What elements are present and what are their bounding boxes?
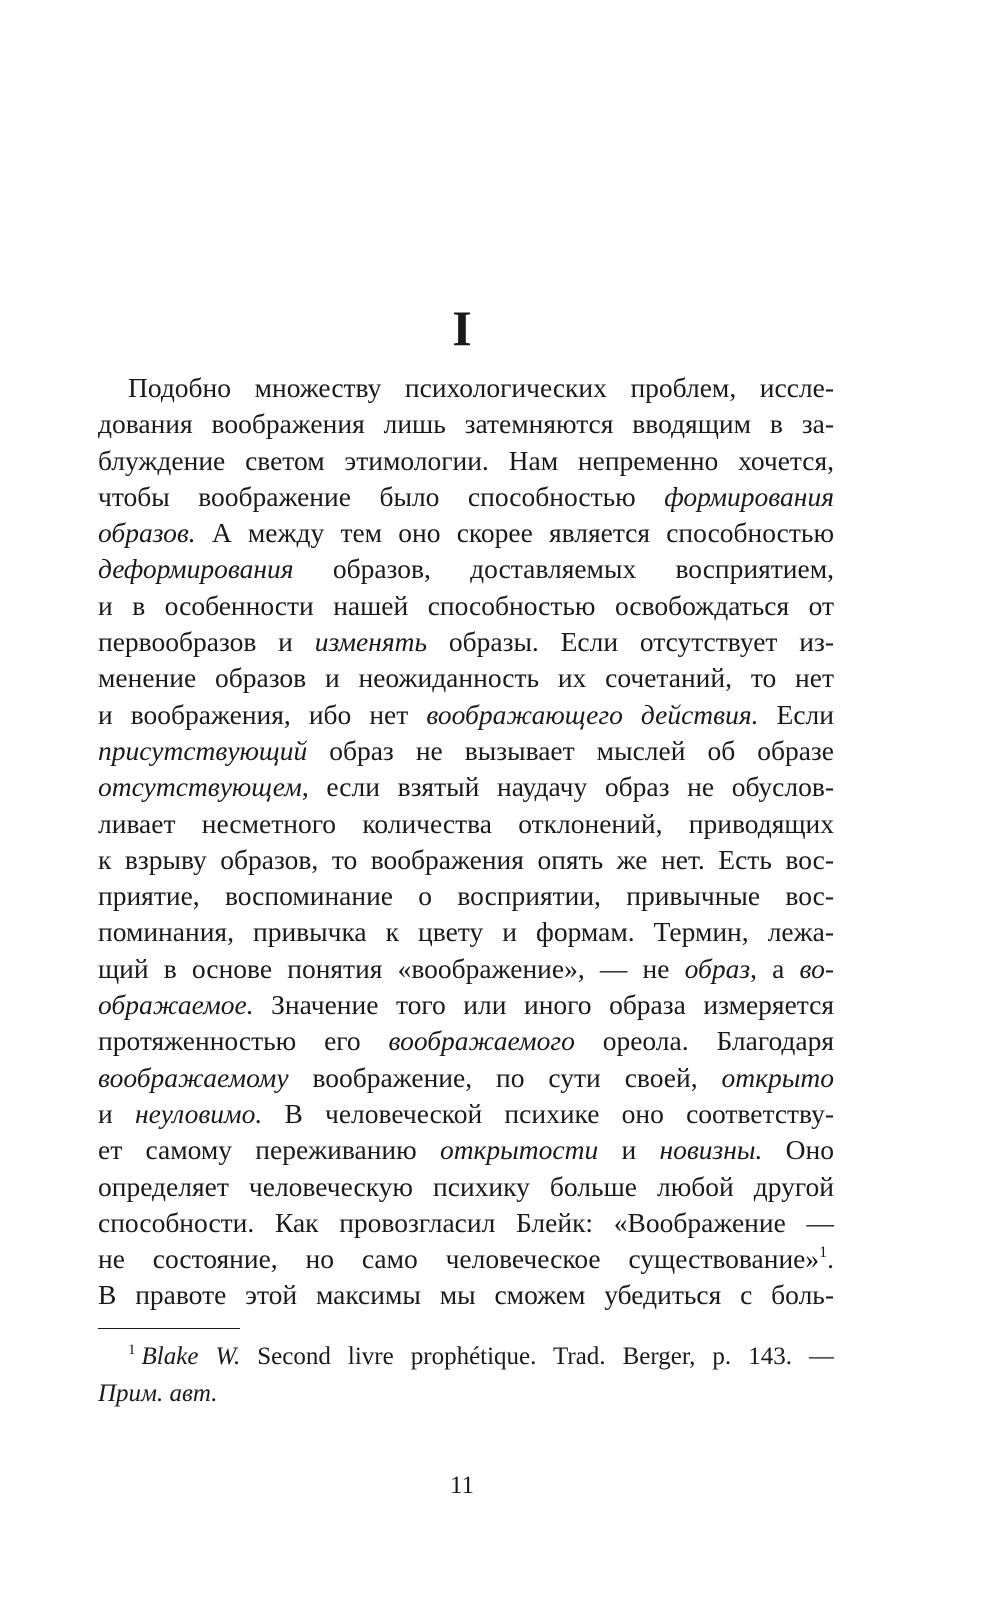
text-line: [98, 878, 834, 914]
footnote-rule: [98, 1328, 240, 1329]
footnote-line: [98, 1375, 834, 1412]
text-run: образов, доставляемых восприятием,: [293, 553, 834, 585]
text-line: [98, 951, 834, 987]
footnote-marker: 1: [128, 1342, 136, 1358]
italic-run: во-: [799, 952, 834, 984]
text-run: дования воображения лишь затемняются вводящим в за-: [98, 408, 834, 440]
italic-run: открытости: [439, 1134, 599, 1166]
text-run: Значение того или иного образа измеряется: [253, 989, 834, 1021]
text-run: щий в основе понятия «воображение», — не: [98, 952, 685, 984]
text-run: В человеческой психике оно соответству-: [262, 1097, 835, 1129]
text-run: воображение, по сути своей,: [288, 1061, 722, 1093]
text-line: [98, 370, 834, 406]
text-line: [98, 624, 834, 660]
text-line: [98, 914, 834, 950]
text-line: [98, 1277, 834, 1313]
text-line: [98, 588, 834, 624]
text-run: Оно: [762, 1134, 835, 1166]
italic-run: воображающего действия.: [426, 698, 759, 730]
text-line: [98, 1023, 834, 1059]
italic-run: деформирования: [98, 553, 294, 585]
text-line: [98, 733, 834, 769]
text-line: [98, 406, 834, 442]
text-line: [98, 660, 834, 696]
text-run: ливает несметного количества отклонений, приводящих: [98, 807, 834, 839]
italic-run: присутствующий: [98, 734, 308, 766]
text-run: и: [98, 1097, 135, 1129]
italic-run: формирования: [664, 480, 834, 512]
text-run: первообразов и: [98, 626, 315, 658]
text-run: не состояние, но само человеческое существование»: [98, 1243, 820, 1275]
italic-run: открыто: [721, 1061, 834, 1093]
text-run: ет самому переживанию: [98, 1134, 440, 1166]
text-line: [98, 987, 834, 1023]
text-run: .: [827, 1243, 834, 1275]
page-number: 11: [449, 1472, 475, 1499]
text-run: образ не вызывает мыслей об образе: [307, 734, 834, 766]
text-run: менение образов и неожиданность их сочетаний, то нет: [98, 662, 834, 694]
italic-run: неуловимо.: [134, 1097, 263, 1129]
italic-run: образов.: [98, 517, 196, 549]
body-text: [98, 370, 834, 1314]
text-line: [98, 697, 834, 733]
italic-run: новизны.: [659, 1134, 763, 1166]
text-run: определяет человеческую психику больше любой другой: [98, 1170, 834, 1202]
text-run: В правоте этой максимы мы сможем убедиться с боль-: [98, 1279, 834, 1311]
text-line: [98, 479, 834, 515]
text-run: , а: [750, 952, 800, 984]
text-run: образы. Если отсутствует из-: [427, 626, 834, 658]
text-line: [98, 769, 834, 805]
italic-run: Blake W.: [141, 1343, 241, 1370]
text-line: [98, 1169, 834, 1205]
footnote-ref: 1: [819, 1244, 828, 1262]
text-run: Если: [758, 698, 834, 730]
text-run: Second livre prophétique. Trad. Berger, p. 143. —: [240, 1343, 834, 1370]
text-line: [98, 1241, 834, 1277]
italic-run: изменять: [314, 626, 428, 658]
text-line: [98, 1060, 834, 1096]
text-run: ореола. Благодаря: [574, 1025, 835, 1057]
text-line: [98, 515, 834, 551]
text-line: [98, 806, 834, 842]
text-line: [98, 443, 834, 479]
text-run: способности. Как провозгласил Блейк: «Воображение —: [98, 1206, 834, 1238]
text-run: поминания, привычка к цвету и формам. Термин, лежа-: [98, 916, 834, 948]
text-run: А между тем оно скорее является способностью: [195, 517, 834, 549]
italic-run: воображаемому: [98, 1061, 289, 1093]
italic-run: Прим. авт.: [98, 1380, 218, 1407]
italic-run: воображаемого: [388, 1025, 575, 1057]
italic-run: образ: [684, 952, 751, 984]
footnote-line: [98, 1338, 834, 1375]
footnote: [98, 1338, 834, 1412]
chapter-heading: I: [452, 300, 472, 356]
text-run: блуждение светом этимологии. Нам непременно хочется,: [98, 444, 834, 476]
text-run: Подобно множеству психологических проблем, иссле-: [128, 372, 834, 403]
text-run: и воображения, ибо нет: [98, 698, 427, 730]
text-line: [98, 1205, 834, 1241]
text-line: [98, 1132, 834, 1168]
italic-run: ображаемое.: [98, 989, 254, 1021]
text-line: [98, 551, 834, 587]
text-run: протяженностью его: [98, 1025, 389, 1057]
text-run: и в особенности нашей способностью освобождаться от: [98, 589, 834, 621]
text-run: , если взятый наудачу образ не обуслов-: [301, 771, 834, 803]
italic-run: отсутствующем: [98, 771, 302, 803]
text-run: чтобы воображение было способностью: [98, 480, 665, 512]
text-run: и: [598, 1134, 660, 1166]
text-run: приятие, воспоминание о восприятии, привычные вос-: [98, 880, 834, 912]
text-run: к взрыву образов, то воображения опять же нет. Есть вос-: [98, 843, 834, 875]
text-line: [98, 842, 834, 878]
text-line: [98, 1096, 834, 1132]
